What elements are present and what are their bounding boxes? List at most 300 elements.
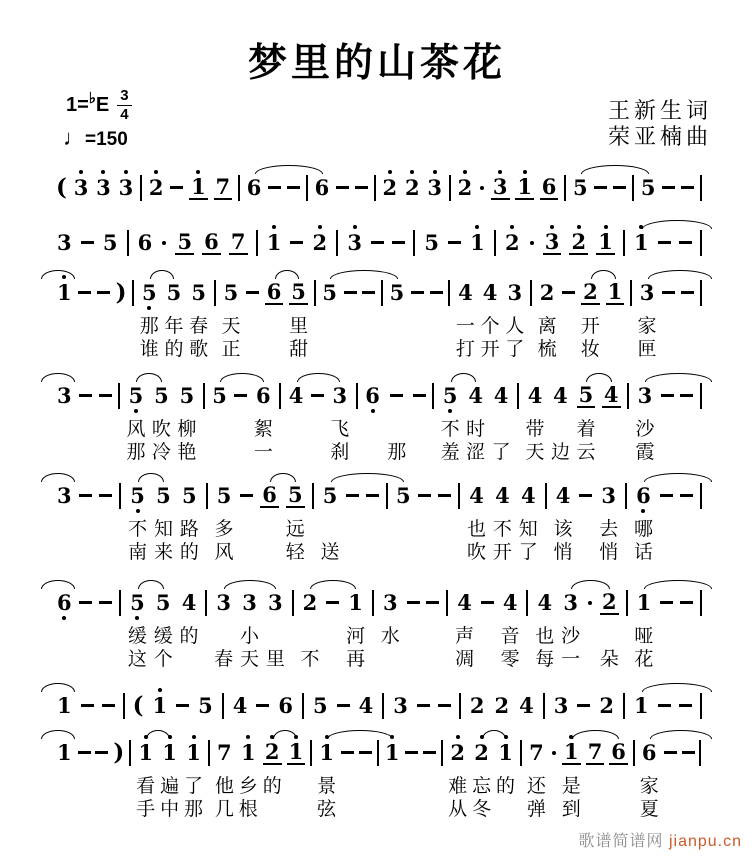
note-slot (318, 740, 335, 765)
score-cell (208, 731, 210, 819)
note-digit: 2 (404, 175, 420, 200)
lyric-verse2-syllable: 的 (164, 338, 184, 360)
duration-dash (102, 704, 115, 707)
duration-dash (371, 241, 384, 244)
note-slot (216, 740, 233, 765)
score-cell (543, 221, 562, 263)
barline (432, 383, 434, 409)
score-cell (384, 731, 401, 819)
note-digit: 2 (601, 588, 617, 614)
barline (700, 230, 702, 256)
watermark-site-name: 歌谱简谱网 (578, 833, 664, 850)
lyric-verse1-syllable: 声 (455, 625, 475, 647)
note-slot (223, 280, 240, 305)
note-slot (438, 483, 451, 508)
score-cell (128, 581, 147, 669)
note-slot (426, 590, 439, 615)
lyric-verse1-syllable: 不 (492, 518, 512, 540)
score-cell (310, 731, 312, 819)
octave-dot-high (388, 170, 392, 174)
score-cell (466, 374, 485, 462)
lyric-verse2-syllable: 吹 (467, 541, 487, 563)
note-slot (389, 280, 406, 305)
lyric-verse2-syllable: 边 (550, 441, 570, 463)
score-cell (372, 581, 374, 669)
slur-arc (275, 270, 299, 279)
note-slot (594, 175, 607, 200)
score-cell (680, 581, 693, 669)
score-cell (438, 684, 451, 726)
score-cell (81, 221, 94, 263)
note-slot (609, 740, 628, 765)
lyric-verse1-syllable: 小 (240, 625, 260, 647)
lyric-verse2-syllable: 妆 (580, 338, 600, 360)
duration-dash (79, 494, 92, 497)
note-slot (279, 383, 281, 408)
slur-arc (451, 373, 476, 382)
lyric-verse1-syllable: 河 (346, 625, 366, 647)
score-cell (356, 374, 358, 462)
score-cell (680, 374, 693, 462)
note-slot (456, 590, 473, 615)
note-slot (255, 383, 272, 408)
lyric-verse1-syllable: 哑 (634, 625, 654, 647)
score-cell (467, 474, 486, 562)
score-cell (699, 731, 701, 819)
note-digit: 5 (130, 483, 145, 508)
slur-arc (41, 580, 75, 589)
augmentation-dot (162, 241, 166, 245)
note-slot (119, 590, 121, 615)
lyric-verse1-syllable: 也 (467, 518, 487, 540)
score-cell (491, 166, 510, 208)
music-line (56, 684, 702, 726)
augmentation-dot (480, 186, 484, 190)
score-cell (457, 166, 474, 208)
duration-dash (81, 704, 94, 707)
score-cell (377, 731, 379, 819)
note-slot (520, 483, 537, 508)
note-slot (336, 175, 349, 200)
lyric-verse2-syllable: 凋 (455, 648, 475, 670)
score-cell (392, 684, 409, 726)
note-slot (133, 693, 144, 718)
song-title: 梦里的山茶花 (247, 40, 506, 86)
slur-arc (645, 373, 713, 382)
octave-dot-low (136, 509, 140, 513)
note-slot (520, 740, 522, 765)
note-slot (206, 483, 208, 508)
octave-dot-low (135, 616, 139, 620)
score-cell (152, 374, 171, 462)
duration-dash (392, 241, 405, 244)
lyric-verse1-syllable: 的 (496, 775, 516, 797)
score-cell (289, 271, 308, 359)
score-cell (358, 684, 375, 726)
note-slot (700, 483, 702, 508)
duration-dash (95, 751, 108, 754)
duration-dash (346, 494, 359, 497)
duration-dash (176, 704, 189, 707)
note-slot (407, 590, 420, 615)
lyric-verse2-syllable: 正 (221, 338, 241, 360)
octave-dot-low (641, 509, 645, 513)
note-slot (140, 175, 142, 200)
note-slot (700, 280, 702, 305)
octave-dot-low (448, 409, 452, 413)
octave-dot-high (510, 225, 514, 229)
score-cell (312, 474, 314, 562)
note-slot (658, 693, 671, 718)
note-digit: 3 (507, 280, 523, 305)
lyric-verse2-syllable: 刹 (330, 441, 350, 463)
lyric-verse2-syllable: 南 (128, 541, 148, 563)
duration-dash (234, 394, 247, 397)
lyric-verse1-syllable: 飞 (330, 418, 350, 440)
note-slot (441, 740, 443, 765)
note-slot (118, 175, 135, 200)
duration-dash (418, 494, 431, 497)
score-cell (102, 221, 119, 263)
lyric-verse1-syllable: 天 (221, 315, 241, 337)
note-digit: 1 (563, 738, 579, 764)
score-cell (118, 166, 135, 208)
octave-dot-high (475, 225, 479, 229)
note-digit: 6 (262, 481, 277, 507)
barline (627, 383, 629, 409)
barline (372, 590, 374, 616)
note-digit: 5 (216, 483, 232, 508)
score-cell (56, 731, 73, 819)
note-slot (132, 280, 134, 305)
note-digit: 5 (287, 481, 303, 507)
score-cell (321, 271, 338, 359)
note-digit: 2 (312, 230, 328, 255)
octave-dot-below-slot (371, 408, 375, 416)
note-slot (600, 483, 617, 508)
note-digit: 3 (427, 175, 443, 200)
lyric-verse1-syllable: 家 (639, 775, 659, 797)
note-slot (79, 590, 92, 615)
note-slot (635, 483, 652, 508)
note-digit: 4 (468, 383, 483, 408)
note-slot (423, 230, 440, 255)
octave-dot-above-slot (318, 221, 322, 230)
duration-dash (246, 291, 259, 294)
barline (700, 383, 702, 409)
note-slot (377, 740, 379, 765)
note-slot (302, 590, 319, 615)
note-slot (170, 175, 183, 200)
score-cell (214, 166, 233, 208)
note-digit: 5 (389, 280, 405, 305)
barline (623, 693, 625, 719)
note-digit: 6 (266, 278, 282, 304)
octave-dot-high (463, 170, 467, 174)
score-cell (95, 731, 108, 819)
note-digit: 2 (599, 693, 615, 718)
lyric-verse1-syllable: 吹 (151, 418, 171, 440)
score-cell (700, 474, 702, 562)
note-digit: 6 (278, 693, 294, 718)
note-digit: 3 (268, 590, 283, 615)
duration-dash (79, 394, 92, 397)
score-cell (606, 271, 625, 359)
slur-arc (138, 473, 164, 482)
octave-dot-above-slot (510, 221, 514, 230)
barline (119, 483, 121, 509)
duration-dash (413, 394, 426, 397)
barline (700, 280, 702, 306)
duration-dash (562, 291, 575, 294)
score-cell (374, 166, 376, 208)
note-digit: 5 (177, 228, 193, 254)
score-cell (561, 581, 580, 669)
note-digit: 6 (246, 175, 262, 200)
lyric-verse2-syllable: 歌 (189, 338, 209, 360)
note-slot (266, 230, 283, 255)
score-cell (312, 684, 329, 726)
note-digit: 5 (395, 483, 411, 508)
note-slot (562, 740, 581, 765)
octave-dot-high (353, 225, 357, 229)
note-digit: 4 (553, 383, 568, 408)
score-cell (553, 684, 570, 726)
score-cell (623, 221, 625, 263)
note-slot (700, 230, 702, 255)
duration-dash (680, 394, 693, 397)
note-slot (331, 383, 348, 408)
note-slot (56, 483, 73, 508)
score-cell (246, 271, 259, 359)
barline (238, 175, 240, 201)
note-digit: 2 (494, 693, 510, 718)
score-cell (386, 474, 388, 562)
note-slot (215, 590, 232, 615)
score-cell (504, 221, 521, 263)
score-cell (266, 581, 285, 669)
score-cell (602, 374, 621, 462)
note-digit: 2 (457, 175, 473, 200)
note-slot (680, 383, 693, 408)
note-slot (700, 175, 702, 200)
octave-dot-above-slot (410, 166, 414, 175)
lyric-verse2-syllable: 悄 (553, 541, 573, 563)
score-cell (586, 731, 605, 819)
score-cell (140, 166, 142, 208)
score-cell (554, 474, 573, 562)
note-slot (682, 740, 695, 765)
note-digit: 4 (358, 693, 374, 718)
note-slot (540, 175, 559, 200)
note-slot (256, 693, 269, 718)
note-slot (56, 383, 73, 408)
score-cell (609, 731, 628, 819)
note-slot (79, 383, 92, 408)
barline (448, 280, 450, 306)
note-slot (468, 483, 485, 508)
note-slot (641, 740, 658, 765)
note-slot (627, 383, 629, 408)
note-digit: 5 (155, 590, 171, 615)
score-cell (287, 731, 306, 819)
score-cell (127, 221, 129, 263)
watermark-site-url: jianpu.cn (668, 833, 742, 850)
note-slot (506, 280, 523, 305)
note-slot (265, 280, 284, 305)
duration-dash (681, 186, 694, 189)
note-slot (56, 280, 73, 305)
score-cell (587, 581, 593, 669)
octave-dot-above-slot (79, 166, 83, 175)
watermark (578, 828, 742, 851)
barline (312, 483, 314, 509)
note-slot (700, 590, 702, 615)
note-slot (355, 175, 368, 200)
octave-dot-high (101, 170, 105, 174)
score-cell (458, 474, 460, 562)
lyricist-credit: 王新生词 (607, 99, 712, 124)
note-digit: 6 (636, 483, 651, 508)
duration-dash (660, 494, 673, 497)
lyric-verse1-syllable: 水 (380, 625, 400, 647)
lyric-verse2-syllable: 羞 (440, 441, 460, 463)
lyric-verse1-syllable: 还 (526, 775, 546, 797)
score-cell (423, 731, 436, 819)
note-slot (129, 740, 131, 765)
barline (446, 590, 448, 616)
note-slot (700, 383, 702, 408)
note-slot (458, 483, 460, 508)
score-cell (56, 374, 73, 462)
note-slot (359, 740, 372, 765)
score-cell (160, 731, 179, 819)
barline (306, 175, 308, 201)
note-slot (552, 383, 569, 408)
note-slot (630, 280, 632, 305)
octave-dot-low (371, 409, 375, 413)
score-cell (449, 166, 451, 208)
lyric-verse1-syllable: 着 (576, 418, 596, 440)
score-cell (260, 474, 279, 562)
note-slot (364, 383, 381, 408)
lyric-verse1-syllable: 的 (179, 625, 199, 647)
note-slot (56, 693, 73, 718)
lyric-verse2-syllable: 艳 (177, 441, 197, 463)
score-cell (119, 474, 121, 562)
note-slot (494, 483, 511, 508)
lyric-verse2-syllable: 了 (518, 541, 538, 563)
score-cell (395, 474, 412, 562)
note-slot (553, 693, 570, 718)
score-cell (404, 166, 421, 208)
score-cell (189, 271, 208, 359)
note-slot (137, 740, 154, 765)
octave-dot-high (456, 735, 460, 739)
note-slot (113, 740, 124, 765)
lyric-verse2-syllable: 个 (153, 648, 173, 670)
score-cell (382, 166, 399, 208)
lyric-verse2-syllable: 冷 (151, 441, 171, 463)
note-digit: 3 (639, 280, 655, 305)
note-digit: 3 (332, 383, 348, 408)
note-digit: 4 (493, 383, 509, 408)
score-cell (577, 684, 590, 726)
lyric-verse1-syllable: 忘 (472, 775, 492, 797)
duration-dash (577, 704, 590, 707)
note-digit: 3 (563, 590, 578, 615)
slur-arc (648, 270, 713, 279)
lyric-verse2-syllable: 轻 (285, 541, 305, 563)
note-digit: 7 (587, 738, 603, 764)
score-cell (576, 374, 595, 462)
duration-dash (366, 494, 379, 497)
note-slot (240, 740, 257, 765)
score-cell (78, 271, 91, 359)
note-slot (417, 693, 430, 718)
score-cell (426, 166, 443, 208)
time-signature-numerator: 3 (117, 88, 131, 106)
octave-dot-low (62, 616, 66, 620)
lyric-verse2-syllable: 弹 (526, 798, 546, 820)
duration-dash (423, 751, 436, 754)
note-slot (449, 740, 466, 765)
lyric-verse1-syllable: 看 (136, 775, 156, 797)
note-slot (189, 175, 208, 200)
barline (413, 230, 415, 256)
duration-dash (662, 186, 675, 189)
note-digit: 4 (520, 483, 536, 508)
lyric-verse2-syllable: 天 (240, 648, 260, 670)
barline (302, 693, 304, 719)
octave-dot-high (246, 735, 250, 739)
score-cell (535, 581, 554, 669)
lyric-verse2-syllable: 从 (448, 798, 468, 820)
slur-arc (41, 730, 75, 739)
note-digit: 2 (450, 740, 465, 765)
note-slot (214, 175, 233, 200)
lyric-verse2-syllable: 了 (505, 338, 525, 360)
note-slot (426, 175, 443, 200)
barline (222, 693, 224, 719)
score-cell (152, 684, 169, 726)
barline (377, 740, 379, 766)
barline (279, 383, 281, 409)
score-cell (81, 684, 94, 726)
lyric-verse1-syllable: 个 (480, 315, 500, 337)
score-cell (417, 684, 430, 726)
note-slot (493, 383, 510, 408)
score-cell (469, 684, 486, 726)
score-cell (700, 166, 702, 208)
score-cell (438, 474, 451, 562)
note-slot (129, 590, 146, 615)
note-slot (153, 383, 170, 408)
lyric-verse1-syllable: 离 (537, 315, 557, 337)
slur-arc (591, 270, 616, 279)
barline (630, 280, 632, 306)
note-slot (633, 740, 635, 765)
music-line (56, 581, 702, 669)
note-slot (306, 175, 308, 200)
score-cell (176, 684, 189, 726)
lyric-verse1-syllable: 沙 (561, 625, 581, 647)
score-cell (481, 581, 494, 669)
lyric-verse2-syllable: 弦 (317, 798, 337, 820)
lyric-verse1-syllable: 带 (525, 418, 545, 440)
note-slot (479, 175, 485, 200)
note-slot (528, 740, 545, 765)
